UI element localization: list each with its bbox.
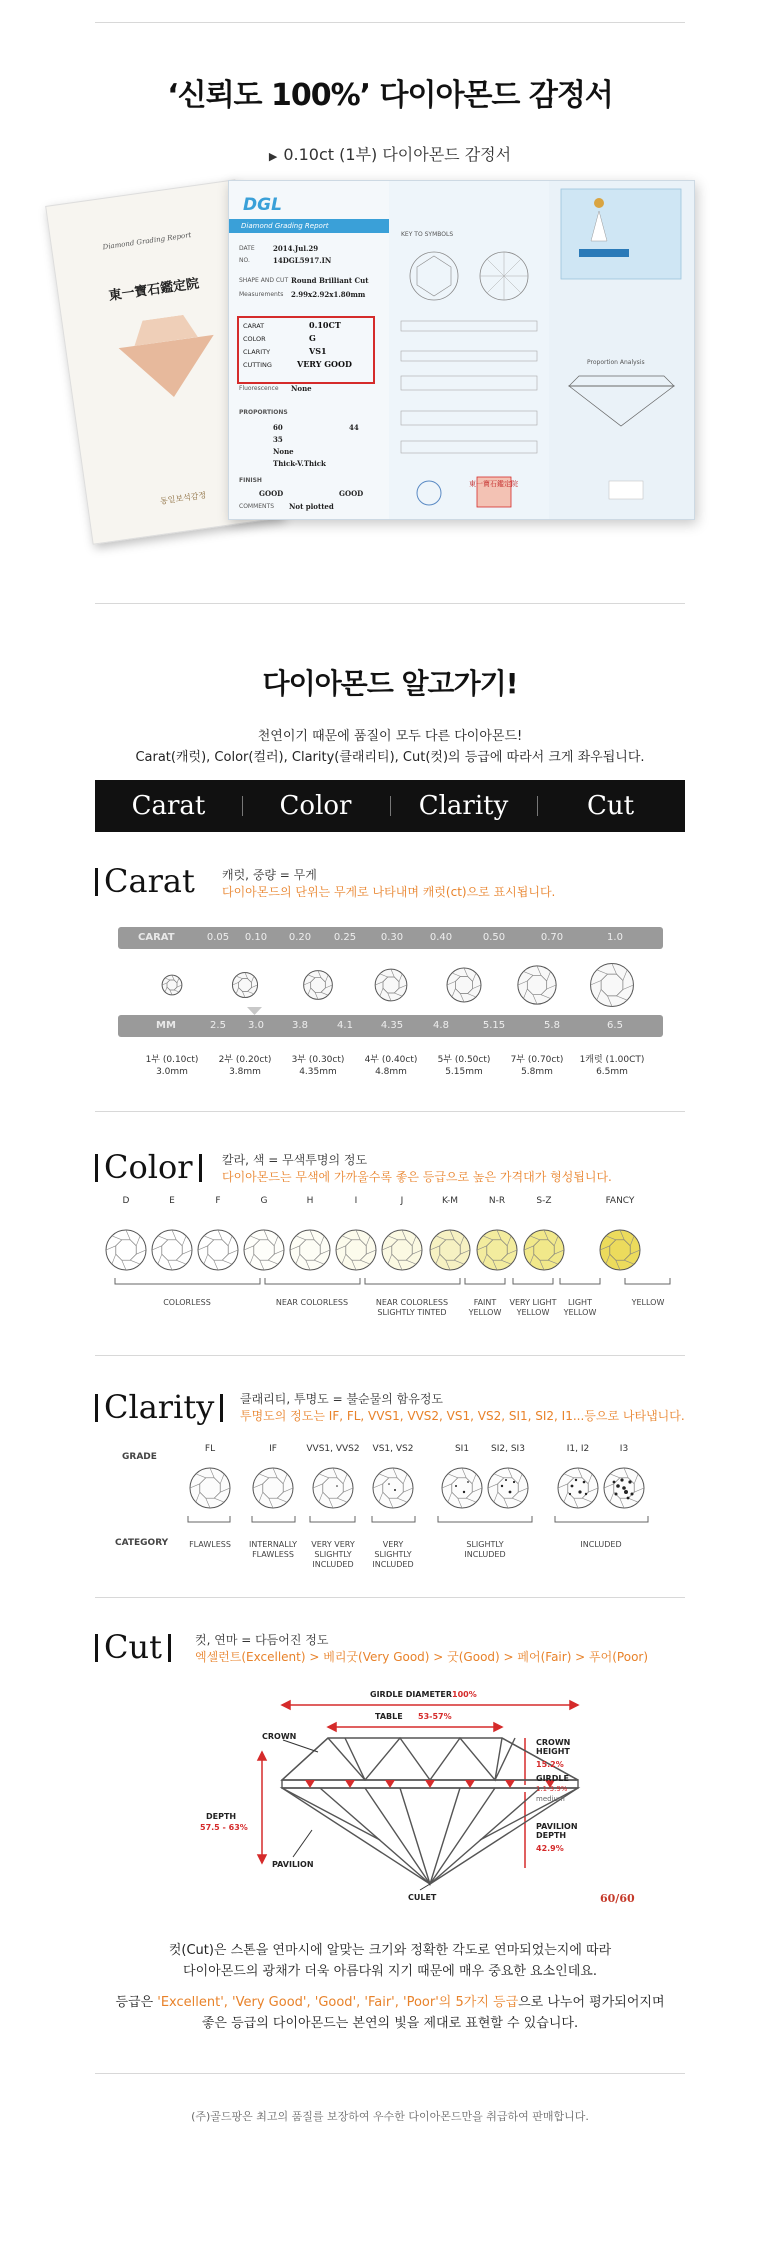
para2-pre: 등급은 xyxy=(115,1995,158,2010)
color-diamond-f xyxy=(198,1230,238,1270)
highlight-box xyxy=(237,316,375,384)
carat-desc-2: 다이아몬드의 단위는 무게로 나타내며 캐럿(ct)으로 표시됩니다. xyxy=(222,885,556,899)
clarity-value: VS1 xyxy=(309,346,327,356)
color-grade-label: K-M xyxy=(442,1196,458,1206)
no-value: 14DGL5917.IN xyxy=(273,256,332,265)
crown-value: 35 xyxy=(273,435,283,444)
color-grade-label: S-Z xyxy=(536,1196,552,1206)
depth-value: 44 xyxy=(349,423,359,432)
carat-caption xyxy=(572,1054,652,1078)
carat-caption xyxy=(278,1054,358,1078)
mm-tick: 5.8 xyxy=(544,1020,560,1031)
mm-tick: 6.5 xyxy=(607,1020,623,1031)
dgl-logo: DGL xyxy=(243,195,282,215)
tab-color[interactable]: Color xyxy=(279,791,352,821)
shape-label: SHAPE AND CUT xyxy=(239,277,289,284)
caption-size: 4.35mm xyxy=(299,1067,337,1077)
mm-tick: 5.15 xyxy=(482,1020,506,1031)
crown-height-value: 15.2% xyxy=(536,1760,564,1769)
carat-diamond-0 xyxy=(162,975,182,995)
para2-highlight: 'Excellent', 'Very Good', 'Good', 'Fair', 'Poor'의 5가지 등급 xyxy=(157,1995,519,2010)
carat-tick: 0.10 xyxy=(244,932,268,943)
carat-tick: 1.0 xyxy=(607,932,623,943)
color-grade-label: N-R xyxy=(488,1196,506,1206)
clarity-category: VERY SLIGHTLY INCLUDED xyxy=(372,1540,414,1569)
carat-diamond-5 xyxy=(518,966,556,1004)
culet-label: CULET xyxy=(408,1893,437,1902)
section-divider xyxy=(95,2073,685,2074)
color-category: COLORLESS xyxy=(163,1298,211,1307)
caption-weight: 1캐럿 (1.00CT) xyxy=(579,1055,645,1065)
clarity-category: SLIGHTLY INCLUDED xyxy=(464,1540,506,1559)
carat-tick: 0.25 xyxy=(333,932,357,943)
heading-bar xyxy=(95,868,98,896)
clarity-desc-2: 투명도의 정도는 IF, FL, VVS1, VVS2, VS1, VS2, SI1, SI2, I1...등으로 나타냅니다. xyxy=(240,1409,685,1423)
fluor-value: None xyxy=(291,384,312,393)
carat-diamond-6 xyxy=(591,964,634,1007)
color-label: COLOR xyxy=(243,335,266,343)
color-grade-label: I xyxy=(354,1196,358,1206)
comments-label: COMMENTS xyxy=(239,503,275,510)
caption-size: 5.15mm xyxy=(445,1067,483,1077)
diamond-image xyxy=(119,335,222,404)
heading-bar xyxy=(95,1394,98,1422)
caption-weight: 4부 (0.40ct) xyxy=(364,1055,418,1065)
carat-diamond-4 xyxy=(447,968,481,1002)
section-divider xyxy=(95,1111,685,1112)
girdle-value: Thick-V.Thick xyxy=(273,459,326,468)
clarity-category: INCLUDED xyxy=(580,1540,622,1549)
girdle-label: GIRDLE xyxy=(536,1774,569,1783)
clarity-grade-label: IF xyxy=(269,1444,277,1454)
sticker-text: 東一寶石鑑定院 xyxy=(469,480,518,488)
section-divider xyxy=(95,1597,685,1598)
shape-value: Round Brilliant Cut xyxy=(291,276,369,285)
mm-scale-bar xyxy=(118,1015,663,1037)
clarity-category: INTERNALLY FLAWLESS xyxy=(248,1540,298,1559)
clarity-brackets xyxy=(0,1510,780,1530)
intro-line-1: 천연이기 때문에 품질이 모두 다른 다이아몬드! xyxy=(257,729,523,744)
cut-para-2-line-1 xyxy=(0,1992,780,2013)
crown-height-label: CROWN HEIGHT xyxy=(536,1738,571,1756)
cut-para-2-line-2: 좋은 등급의 다이아몬드는 본연의 빛을 제대로 표현할 수 있습니다. xyxy=(201,2016,579,2031)
carat-title: Carat xyxy=(104,862,195,900)
color-brackets xyxy=(0,1272,780,1292)
tab-clarity[interactable]: Clarity xyxy=(418,791,509,821)
cut-desc-2: 엑셀런트(Excellent) > 베리굿(Very Good) > 굿(Good) > 페어(Fair) > 푸어(Poor) xyxy=(195,1650,649,1664)
subtitle-text: 0.10ct (1부) 다이아몬드 감정서 xyxy=(283,145,512,164)
clarity-desc-1: 클래리티, 투명도 = 불순물의 함유정도 xyxy=(240,1392,444,1406)
clarity-grade-label: I1, I2 xyxy=(566,1444,590,1454)
carat-tick: 0.50 xyxy=(482,932,506,943)
cut-paragraph-2 xyxy=(0,1992,780,2034)
caption-size: 4.8mm xyxy=(375,1067,407,1077)
color-grade-label: J xyxy=(400,1196,404,1206)
pavilion-label: PAVILION xyxy=(272,1860,314,1869)
color-desc-2: 다이아몬드는 무색에 가까울수록 좋은 등급으로 높은 가격대가 형성됩니다. xyxy=(222,1170,612,1184)
carat-scale-bar xyxy=(118,927,663,949)
mm-tick: 4.35 xyxy=(380,1020,404,1031)
clarity-grade-label: SI1 xyxy=(454,1444,470,1454)
color-diamond-n-r xyxy=(477,1230,517,1270)
clarity-diamond-2 xyxy=(313,1468,353,1508)
section-divider xyxy=(95,1355,685,1356)
cut-score: 60/60 xyxy=(600,1892,635,1905)
color-diamond-k-m xyxy=(430,1230,470,1270)
caption-size: 6.5mm xyxy=(596,1067,628,1077)
color-value: G xyxy=(309,333,316,343)
clarity-category: VERY VERY SLIGHTLY INCLUDED xyxy=(311,1540,355,1569)
table-label: TABLE xyxy=(375,1712,403,1721)
fluor-label: Fluorescence xyxy=(239,385,279,392)
learn-title: 다이아몬드 알고가기! xyxy=(262,667,518,700)
table-value: 53-57% xyxy=(418,1712,452,1721)
triangle-right-icon: ▶ xyxy=(268,150,278,163)
color-grade-label: H xyxy=(306,1196,314,1206)
color-category: NEAR COLORLESS xyxy=(275,1298,349,1307)
depth-label: DEPTH xyxy=(206,1812,237,1821)
measure-value: 2.99x2.92x1.80mm xyxy=(291,290,366,299)
carat-caption xyxy=(132,1054,212,1078)
proportion-analysis-label: Proportion Analysis xyxy=(587,359,645,366)
tabs-bar xyxy=(95,780,685,832)
clarity-diamond-1 xyxy=(253,1468,293,1508)
clarity-diamond-6 xyxy=(558,1468,598,1508)
pavilion-depth-label: PAVILION DEPTH xyxy=(536,1822,578,1840)
heading-bar xyxy=(95,1634,98,1662)
cut-title: Cut xyxy=(104,1628,162,1666)
tab-carat[interactable]: Carat xyxy=(131,791,206,821)
clarity-title: Clarity xyxy=(104,1388,215,1426)
booklet-name: 東一寶石鑑定院 xyxy=(107,276,201,304)
section-divider xyxy=(95,603,685,604)
analysis-diagram xyxy=(549,181,694,519)
carat-diamond-3 xyxy=(375,969,407,1001)
girdle-diameter-value: 100% xyxy=(452,1690,477,1699)
learn-intro xyxy=(0,726,780,768)
color-desc-1: 칼라, 색 = 무색투명의 정도 xyxy=(222,1153,368,1167)
color-diamond-h xyxy=(290,1230,330,1270)
dgl-subtitle: Diamond Grading Report xyxy=(229,219,389,233)
color-diamond-e xyxy=(152,1230,192,1270)
certificate-panel-analysis xyxy=(549,181,694,519)
cut-para-1-line-2: 다이아몬드의 광채가 더욱 아름다워 지기 때문에 매우 중요한 요소인데요. xyxy=(183,1964,597,1979)
carat-tick: 0.30 xyxy=(380,932,404,943)
crown-label: CROWN xyxy=(262,1732,297,1741)
clarity-diamond-4 xyxy=(442,1468,482,1508)
footer-note: (주)골드팡은 최고의 품질를 보장하여 우수한 다이아몬드만을 취급하여 판매합니다. xyxy=(191,2110,589,2123)
pavilion-depth-value: 42.9% xyxy=(536,1844,564,1853)
certificate-panel-plot xyxy=(389,181,550,519)
carat-tick: 0.40 xyxy=(429,932,453,943)
carat-value: 0.10CT xyxy=(309,320,341,330)
color-grade-label: F xyxy=(215,1196,221,1206)
comments-value: Not plotted xyxy=(289,502,334,511)
color-category: VERY LIGHT YELLOW xyxy=(509,1298,557,1317)
cutting-label: CUTTING xyxy=(243,361,272,369)
clarity-grade-label: FL xyxy=(204,1444,216,1454)
cut-heading xyxy=(95,1628,171,1666)
cutting-value: VERY GOOD xyxy=(297,359,352,369)
caption-weight: 3부 (0.30ct) xyxy=(291,1055,345,1065)
color-category: NEAR COLORLESS SLIGHTLY TINTED xyxy=(375,1298,449,1317)
mm-tick: 3.0 xyxy=(248,1020,264,1031)
carat-bar-label: CARAT xyxy=(138,932,175,943)
proportions-label: PROPORTIONS xyxy=(239,409,288,416)
caption-weight: 1부 (0.10ct) xyxy=(145,1055,199,1065)
color-heading xyxy=(95,1148,202,1186)
no-label: NO. xyxy=(239,257,250,264)
mm-bar-label: MM xyxy=(156,1020,176,1031)
color-diamond-i xyxy=(336,1230,376,1270)
carat-diamond-2 xyxy=(304,971,333,1000)
clarity-label: CLARITY xyxy=(243,348,271,356)
tab-cut[interactable]: Cut xyxy=(586,791,635,821)
symmetry-value: GOOD xyxy=(339,489,364,498)
carat-label: CARAT xyxy=(243,322,265,330)
carat-tick: 0.05 xyxy=(206,932,230,943)
booklet-title: Diamond Grading Report xyxy=(102,231,192,252)
page-title: ‘신뢰도 100%’ 다이아몬드 감정서 xyxy=(167,78,613,113)
color-category: LIGHT YELLOW xyxy=(563,1298,597,1317)
clarity-category: FLAWLESS xyxy=(189,1540,231,1549)
table-value: 60 xyxy=(273,423,283,432)
cut-desc-1: 컷, 연마 = 다듬어진 정도 xyxy=(195,1633,329,1647)
clarity-diamond-7 xyxy=(604,1468,644,1508)
clarity-grade-label: VVS1, VVS2 xyxy=(306,1444,360,1454)
clarity-grade-label: VS1, VS2 xyxy=(372,1444,414,1454)
top-divider xyxy=(95,22,685,23)
caption-weight: 2부 (0.20ct) xyxy=(218,1055,272,1065)
certificate-sheet xyxy=(228,180,695,520)
clarity-grade-label: GRADE xyxy=(122,1452,157,1462)
booklet-footer: 동일보석감정 xyxy=(159,490,207,506)
heading-bar xyxy=(220,1394,223,1422)
clarity-diamond-5 xyxy=(488,1468,528,1508)
color-diamond-d xyxy=(106,1230,146,1270)
clarity-diamond-0 xyxy=(190,1468,230,1508)
caption-weight: 5부 (0.50ct) xyxy=(437,1055,491,1065)
finish-label: FINISH xyxy=(239,477,262,484)
intro-line-2: Carat(캐럿), Color(컬러), Clarity(클래리티), Cut(컷)의 등급에 따라서 크게 좌우됩니다. xyxy=(135,750,645,765)
key-symbols-label: KEY TO SYMBOLS xyxy=(401,231,454,238)
mm-tick: 4.8 xyxy=(433,1020,449,1031)
clarity-grade-label: SI2, SI3 xyxy=(491,1444,525,1454)
color-category: FAINT YELLOW xyxy=(468,1298,502,1317)
certificate-panel-details xyxy=(229,181,390,519)
color-category: YELLOW xyxy=(631,1298,665,1307)
plot-diagram xyxy=(389,181,549,519)
para2-post: 으로 나누어 평가되어지며 xyxy=(518,1995,665,2010)
caption-size: 5.8mm xyxy=(521,1067,553,1077)
carat-caption xyxy=(205,1054,285,1078)
date-label: DATE xyxy=(239,245,255,252)
depth-value: 57.5 - 63% xyxy=(200,1823,248,1832)
carat-caption xyxy=(351,1054,431,1078)
cut-para-1-line-1: 컷(Cut)은 스톤을 연마시에 알맞는 크기와 정확한 각도로 연마되었는지에 따라 xyxy=(168,1943,612,1958)
heading-bar xyxy=(199,1154,202,1182)
girdle-value: 1.1-3.9% xyxy=(536,1785,568,1793)
certificate-image xyxy=(60,175,720,565)
heading-bar xyxy=(95,1154,98,1182)
color-grade-label: G xyxy=(260,1196,268,1206)
culet-value: None xyxy=(273,447,294,456)
girdle-diameter-label: GIRDLE DIAMETER xyxy=(370,1690,453,1699)
color-title: Color xyxy=(104,1148,193,1186)
carat-caption xyxy=(497,1054,577,1078)
color-diamond-g xyxy=(244,1230,284,1270)
measure-label: Measurements xyxy=(239,291,284,298)
color-grade-label: FANCY xyxy=(605,1196,635,1206)
clarity-diamond-3 xyxy=(373,1468,413,1508)
color-diamond-s-z xyxy=(524,1230,564,1270)
heading-bar xyxy=(168,1634,171,1662)
caption-size: 3.8mm xyxy=(229,1067,261,1077)
carat-desc-1: 캐럿, 중량 = 무게 xyxy=(222,868,317,882)
mm-tick: 2.5 xyxy=(210,1020,226,1031)
color-diamond-fancy xyxy=(600,1230,640,1270)
clarity-grade-label: I3 xyxy=(619,1444,629,1454)
clarity-category-label: CATEGORY xyxy=(115,1538,169,1548)
mm-tick: 3.8 xyxy=(292,1020,308,1031)
mm-tick: 4.1 xyxy=(337,1020,353,1031)
clarity-heading xyxy=(95,1388,223,1426)
carat-caption xyxy=(424,1054,504,1078)
polish-value: GOOD xyxy=(259,489,284,498)
color-grade-label: D xyxy=(122,1196,130,1206)
cut-paragraph-1 xyxy=(0,1940,780,1982)
caption-weight: 7부 (0.70ct) xyxy=(510,1055,564,1065)
girdle-sub: medium xyxy=(536,1795,565,1803)
page-subtitle xyxy=(0,142,780,165)
caption-size: 3.0mm xyxy=(156,1067,188,1077)
carat-heading xyxy=(95,862,195,900)
color-grade-label: E xyxy=(169,1196,175,1206)
color-diamond-j xyxy=(382,1230,422,1270)
carat-tick: 0.70 xyxy=(540,932,564,943)
carat-tick: 0.20 xyxy=(288,932,312,943)
carat-diamond-1 xyxy=(232,972,257,997)
date-value: 2014.Jul.29 xyxy=(273,244,319,253)
